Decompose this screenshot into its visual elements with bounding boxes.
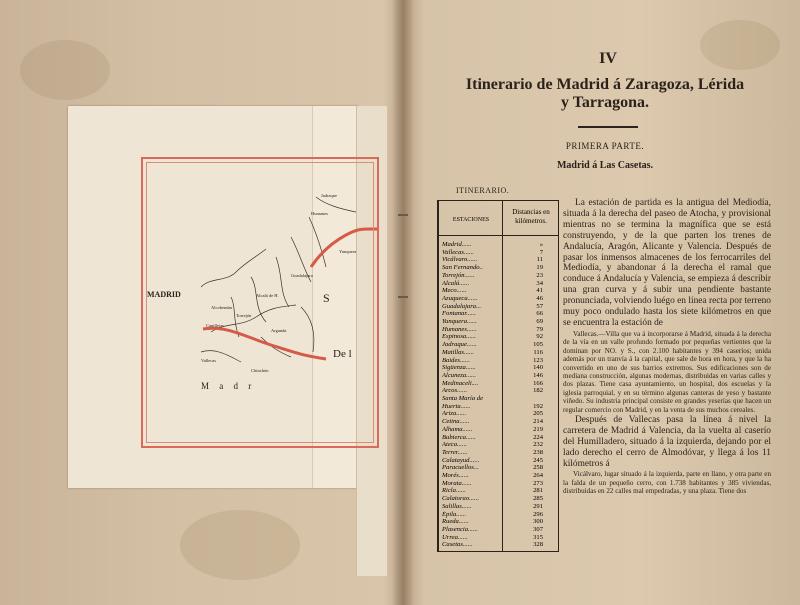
map-red-inner-border	[146, 162, 374, 443]
section-title: Madrid á Las Casetas.	[556, 160, 654, 171]
station-name: Calatorao......	[442, 495, 480, 503]
station-distance: 307	[533, 525, 543, 533]
svg-text:Alcobendas: Alcobendas	[211, 305, 233, 310]
station-distance: »	[539, 241, 543, 248]
station-name: Morata......	[442, 479, 472, 487]
station-name: Morés......	[442, 472, 469, 479]
map-margin-label: S	[323, 291, 330, 305]
station-distance: 66	[536, 310, 543, 318]
station-distance: 205	[533, 410, 543, 418]
svg-text:Canillejas: Canillejas	[206, 323, 224, 328]
svg-text:Jadraque: Jadraque	[321, 193, 337, 198]
station-distance: 245	[533, 456, 543, 464]
station-distance: 315	[533, 533, 543, 541]
station-name: Santa María de	[442, 395, 484, 402]
map-city-label: MADRID	[147, 290, 181, 299]
station-distance: 192	[533, 402, 543, 410]
station-distance: 285	[533, 495, 543, 503]
station-distance: 11	[536, 256, 543, 264]
station-name: Salillas......	[442, 502, 472, 510]
station-name: Ariza......	[442, 410, 467, 418]
station-name: Bubierca......	[442, 433, 476, 441]
itinerary-row	[439, 541, 558, 549]
paper-stain	[20, 40, 110, 100]
station-name: Rueda......	[442, 518, 469, 526]
station-name: Urrea......	[442, 533, 468, 541]
paragraph: La estación de partida es la antigua del Mediodía, situada á la derecha del paseo de Atocha, y provisional mientras no se termina la magnífica que se está construyendo, y de la que parten los trenes de Andalucía, Aragón, Alicante y Valencia. Después de pasar los inmensos almacenes de los ferrocarriles del Mediodía, y abandonar á la derecha el ramal que conduce á Andalucía y Valencia, se empieza á describir una gran curva y á subir una pendiente bastante pronunciada, volviendo luégo en línea recta por terreno muy poco ondulado hasta los siete kilómetros en que se encuentra la estación de	[563, 198, 771, 328]
svg-text:Chinchón: Chinchón	[251, 368, 269, 373]
station-name: Ricla......	[442, 487, 466, 495]
station-name: Plasencia......	[442, 525, 478, 533]
station-name: Alcuneza......	[442, 371, 477, 379]
station-distance: 224	[533, 433, 543, 441]
binding-stitch	[398, 214, 408, 216]
station-distance: 41	[536, 287, 543, 295]
station-name: Humanes......	[442, 325, 477, 333]
station-distance: 296	[533, 510, 543, 518]
chapter-title-line1: Itinerario de Madrid á Zaragoza, Lérida	[465, 76, 745, 93]
paragraph: Después de Vallecas pasa la línea á nivel la carretera de Madrid á Valencia, da la vuelta al caserío del Humilladero, situado á la izquierda, dejando por el lado derecho el cerro de Almodóvar, y llega á los 11 kilómetros á	[563, 414, 771, 469]
station-name: Fontanar......	[442, 310, 477, 318]
station-name: Ateca......	[442, 441, 467, 449]
station-distance: 23	[536, 271, 543, 279]
station-name: Guadalajara...	[442, 302, 482, 310]
station-distance: 19	[536, 264, 543, 272]
station-name: San Fernando..	[442, 264, 483, 272]
svg-text:Humanes: Humanes	[311, 211, 328, 216]
station-distance: 123	[533, 356, 543, 364]
svg-text:Torrejón: Torrejón	[236, 313, 252, 318]
station-name: Azuqueca......	[442, 294, 478, 302]
paragraph-vallecas: Vallecas.—Villa que va á incorporarse á Madrid, situada á la derecha de la vía en un valle profundo formado por pequeñas vertientes que la dominan por NO. y S., con 2.100 habitantes y 394 caseríos; unida además por un tranvía á la capital, que sale de hora en hora, y que la ha convertido en uno de sus barrios extremos. Sus edificaciones son de mediana construcción, algunas modernas, distribuidas en varias calles y dos plazas. Tiene casa ayuntamiento, un hospital, dos escuelas y la iglesia parroquial, y en su término algunas canteras de yeso y bastante viñedo. Su industria principal consiste en grandes yeserías que hacen un regular comercio con Madrid, y en la venta de sus muchos cereales.	[563, 329, 771, 414]
paragraph-vicalvaro: Vicálvaro, lugar situado á la izquierda, parte en llano, y otra parte en la falda de un pequeño cerro, con 1.738 habitantes y 385 viviendas, distribuidas en 22 calles mal empedradas, y una plaza. Tiene dos	[563, 470, 771, 496]
station-distance: 232	[533, 441, 543, 449]
binding-stitch	[398, 296, 408, 298]
station-distance: 328	[533, 541, 543, 549]
chapter-number: IV	[599, 50, 617, 67]
station-name: Huerta......	[442, 402, 471, 410]
itinerary-table	[437, 200, 559, 552]
title-rule	[578, 126, 638, 128]
itinerary-label: ITINERARIO.	[456, 186, 510, 195]
station-name: Terrer......	[442, 448, 468, 456]
station-name: Medinaceli....	[442, 379, 479, 387]
station-distance: 140	[533, 364, 543, 372]
station-name: Yunquera......	[442, 318, 477, 325]
station-distance: 69	[536, 318, 543, 325]
svg-text:Alcalá de H.: Alcalá de H.	[256, 293, 279, 298]
station-name: Arcos......	[442, 387, 468, 395]
paper-stain	[700, 20, 780, 70]
station-name: Paracuellos...	[442, 464, 479, 472]
station-distance: 214	[533, 418, 543, 426]
station-name: Cetina......	[442, 418, 470, 426]
station-name: Baides......	[442, 356, 470, 364]
station-name: Espinosa......	[442, 333, 477, 341]
station-distance: 34	[536, 279, 543, 287]
svg-text:Vallecas: Vallecas	[201, 358, 216, 363]
station-distance: 300	[533, 518, 543, 526]
station-name: Alcalá......	[442, 279, 470, 287]
station-name: Alhama......	[442, 425, 473, 433]
station-name: Casetas......	[442, 541, 473, 549]
station-name: Vallecas......	[442, 248, 474, 256]
station-name: Madrid......	[442, 241, 472, 248]
svg-text:Yunquera: Yunquera	[339, 249, 357, 254]
column-header-stations: ESTACIONES	[452, 217, 490, 223]
station-distance: 166	[533, 379, 543, 387]
station-name: Épila......	[442, 510, 467, 518]
station-distance: 116	[533, 348, 543, 356]
station-name: Vicálvaro......	[442, 256, 478, 264]
book-gutter	[392, 0, 414, 605]
svg-text:Arganda: Arganda	[271, 328, 287, 333]
station-name: Calatayud......	[442, 456, 480, 464]
station-name: Sigüenza......	[442, 364, 476, 372]
station-distance: 281	[533, 487, 543, 495]
station-distance: 57	[536, 302, 543, 310]
part-label: PRIMERA PARTE.	[565, 141, 645, 151]
station-name: Jadraque......	[442, 341, 477, 349]
column-header-distances: Distancias en kilómetros.	[512, 208, 550, 225]
station-distance: 291	[533, 502, 543, 510]
body-text	[563, 198, 771, 496]
station-distance: 105	[533, 341, 543, 349]
itinerary-table-header	[439, 201, 558, 236]
station-distance: 219	[533, 425, 543, 433]
station-distance: 79	[536, 325, 543, 333]
station-distance: 258	[533, 464, 543, 472]
station-distance: 92	[536, 333, 543, 341]
station-distance: 264	[533, 472, 543, 479]
station-distance: 7	[539, 248, 543, 256]
map-margin-label: M a d r	[201, 381, 256, 391]
station-name: Meco......	[442, 287, 467, 295]
map-margin-label: De l	[333, 348, 352, 360]
station-name: Torrejón......	[442, 271, 475, 279]
station-distance: 238	[533, 448, 543, 456]
station-distance: 182	[533, 387, 543, 395]
station-name: Matillas......	[442, 348, 474, 356]
station-distance: 146	[533, 371, 543, 379]
paper-stain	[180, 510, 300, 580]
station-distance: 46	[536, 294, 543, 302]
chapter-title-line2: y Tarragona.	[560, 94, 649, 111]
svg-text:Guadalajara: Guadalajara	[291, 273, 313, 278]
station-distance: 273	[533, 479, 543, 487]
